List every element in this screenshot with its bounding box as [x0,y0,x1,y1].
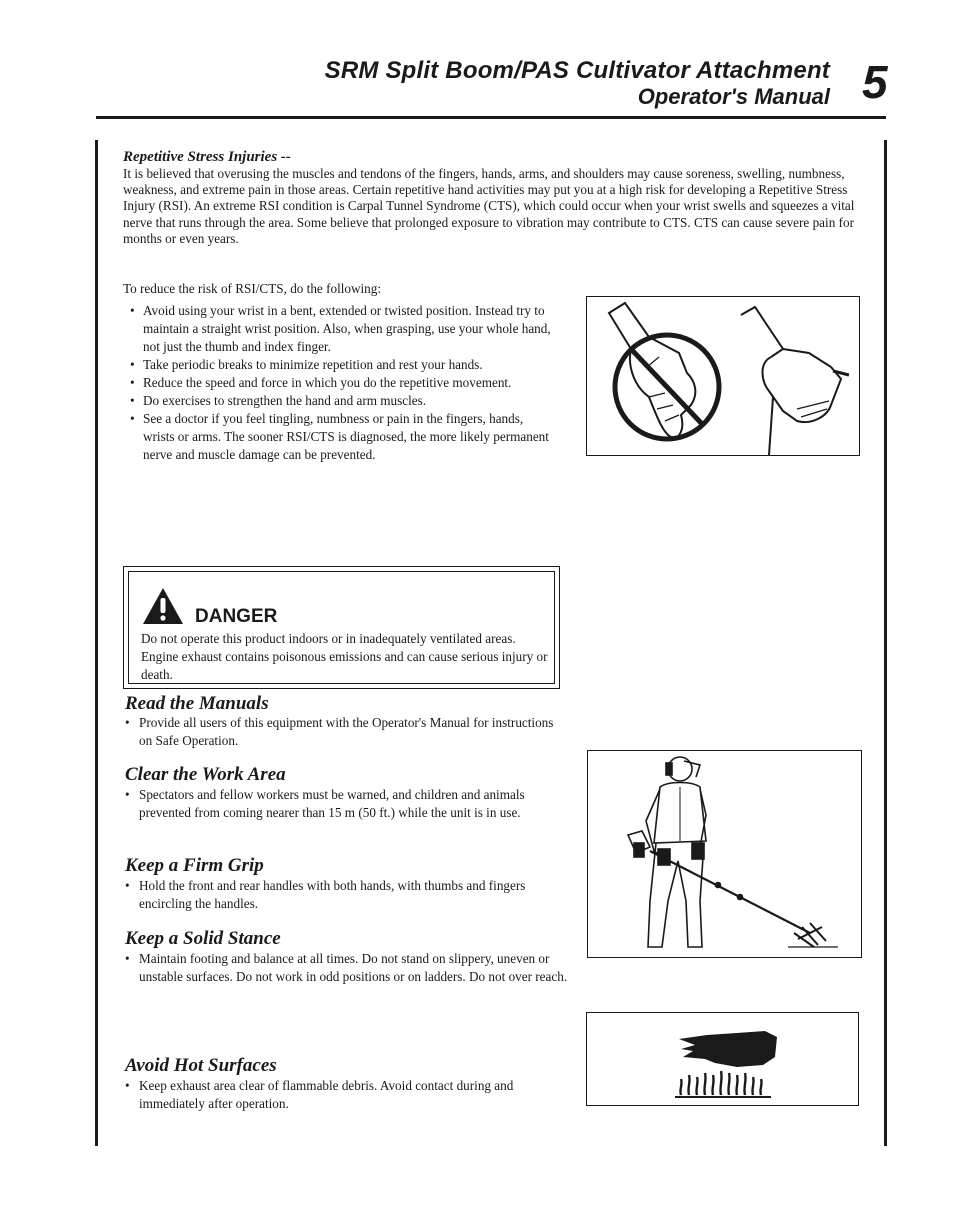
section-heading-clear-work-area: Clear the Work Area [125,764,286,785]
section-heading-firm-grip: Keep a Firm Grip [125,855,264,876]
bullet-dot: • [125,787,130,802]
section-body-firm-grip [125,877,569,913]
section-body-solid-stance [125,950,569,986]
manual-title-line1: SRM Split Boom/PAS Cultivator Attachment [324,57,830,84]
section-body-hot-surfaces [125,1077,569,1113]
rsi-intro: To reduce the risk of RSI/CTS, do the following: [123,281,382,296]
wrist-position-illustration-icon [586,296,860,456]
section-text: Provide all users of this equipment with the Operator's Manual for instructions on Safe Operation. [139,715,554,748]
danger-text: Do not operate this product indoors or in inadequately ventilated areas. Engine exhaust contains poisonous emissions and can cause serious injury or death. [141,631,548,682]
section-body-clear-work-area [125,786,569,822]
list-item: • Take periodic breaks to minimize repetition and rest your hands. [130,356,555,374]
list-item: • Do exercises to strengthen the hand and arm muscles. [130,392,555,410]
bullet-dot: • [125,951,130,966]
bullet-dot: • [125,878,130,893]
rsi-body: It is believed that overusing the muscles and tendons of the fingers, hands, arms, and shoulders may cause soreness, swelling, numbness, weakness, and extreme pain in those areas. Certain repetitive hand activities may put you at a high risk for developing a Repetitive Stress Injury (RSI). An extreme RSI condition is Carpal Tunnel Syndrome (CTS), which could occur when your wrist swells and squeezes a vital nerve that runs through the area. Some believe that prolonged exposure to vibration may contribute to CTS. CTS can cause severe pain for months or even years. [123,166,855,246]
bullet-dot: • [125,1078,130,1093]
manual-title [325,58,830,110]
bullet-dot: • [125,715,130,730]
section-heading-hot-surfaces: Avoid Hot Surfaces [125,1055,277,1076]
section-heading-solid-stance: Keep a Solid Stance [125,928,281,949]
list-item: • Reduce the speed and force in which you do the repetitive movement. [130,374,555,392]
danger-title: DANGER [195,606,278,627]
section-text: Spectators and fellow workers must be warned, and children and animals prevented from coming nearer than 15 m (50 ft.) while the unit is in use. [139,787,525,820]
left-margin-rule [95,140,98,1146]
rsi-bullet-list [130,302,555,464]
section-text: Maintain footing and balance at all times. Do not stand on slippery, uneven or unstable surfaces. Do not work in odd positions or on ladders. Do not over reach. [139,951,568,984]
right-margin-rule [884,140,887,1146]
header-divider [96,116,886,119]
list-item: • Avoid using your wrist in a bent, extended or twisted position. Instead try to maintain a straight wrist position. Also, when grasping, use your whole hand, not just the thumb and index finger. [130,302,555,356]
danger-notice-frame [128,571,555,684]
warning-triangle-icon [141,586,185,626]
manual-title-line2: Operator's Manual [637,84,830,109]
section-text: Keep exhaust area clear of flammable debris. Avoid contact during and immediately after operation. [139,1078,514,1111]
page-number: 5 [862,56,888,108]
danger-notice [123,566,560,689]
rsi-heading: Repetitive Stress Injuries -- [123,149,291,165]
hot-surface-hand-icon [586,1012,859,1106]
section-text: Hold the front and rear handles with both hands, with thumbs and fingers encircling the handles. [139,878,526,911]
list-item: • See a doctor if you feel tingling, numbness or pain in the fingers, hands, wrists or arms. The sooner RSI/CTS is diagnosed, the more likely permanent nerve and muscle damage can be prevented. [130,410,555,464]
section-body-read-manuals [125,714,569,750]
operator-with-cultivator-illustration-icon [587,750,862,958]
section-heading-read-manuals: Read the Manuals [125,693,269,714]
